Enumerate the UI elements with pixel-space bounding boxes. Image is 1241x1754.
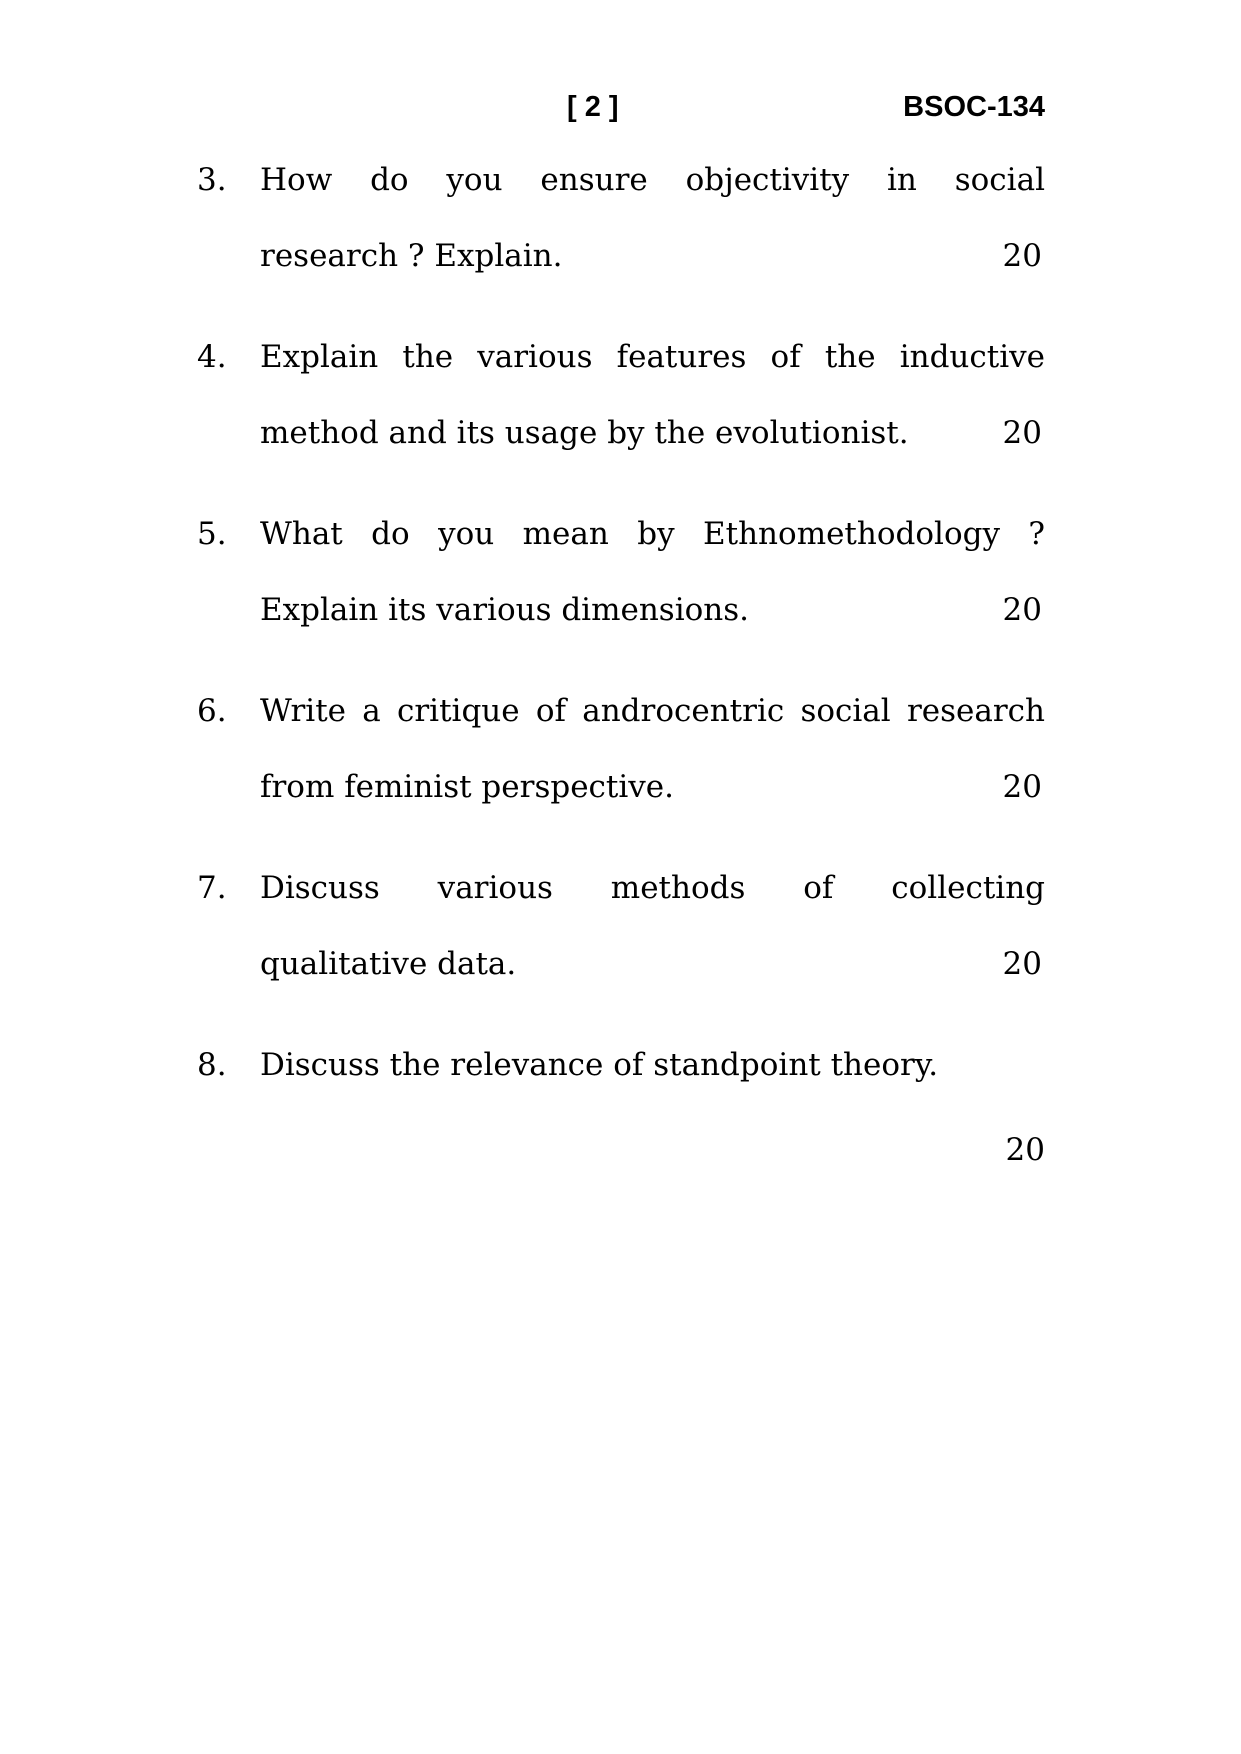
question-marks: 20 — [1002, 769, 1042, 805]
question-number: 8. — [197, 1047, 227, 1083]
question-text-line: Explain the various features of the inductive — [260, 339, 1045, 375]
question-number: 6. — [197, 693, 227, 729]
question-number: 5. — [197, 516, 227, 552]
question-body — [260, 866, 1045, 1018]
question-number: 4. — [197, 339, 227, 375]
course-code: BSOC-134 — [903, 91, 1045, 123]
question-number: 7. — [197, 870, 227, 906]
question-text-line: What do you mean by Ethnomethodology ? — [260, 516, 1045, 552]
question-text-line: method and its usage by the evolutionist. — [260, 415, 909, 451]
question-marks: 20 — [1002, 238, 1042, 274]
question-text-line: Explain its various dimensions. — [260, 592, 750, 628]
question-text-line: Discuss various methods of collecting — [260, 870, 1045, 906]
question-marks: 20 — [1005, 1132, 1045, 1168]
question-list — [197, 158, 1045, 1220]
question-text-line: Write a critique of androcentric social research — [260, 693, 1045, 729]
question-body — [260, 689, 1045, 841]
question-item — [197, 1043, 1045, 1220]
question-item — [197, 689, 1045, 866]
question-text-line: qualitative data. — [260, 946, 517, 982]
question-body — [260, 158, 1045, 310]
question-text-line: Discuss the relevance of standpoint theory. — [260, 1047, 939, 1083]
question-text-line: from feminist perspective. — [260, 769, 674, 805]
page-number: [ 2 ] — [567, 91, 619, 123]
question-body — [260, 512, 1045, 664]
question-text-line: How do you ensure objectivity in social — [260, 162, 1045, 198]
question-marks: 20 — [1002, 592, 1042, 628]
question-body — [260, 1043, 1045, 1119]
question-marks: 20 — [1002, 946, 1042, 982]
question-item — [197, 512, 1045, 689]
question-item — [197, 866, 1045, 1043]
question-item — [197, 158, 1045, 335]
question-marks: 20 — [1002, 415, 1042, 451]
question-body — [260, 335, 1045, 487]
question-number: 3. — [197, 162, 227, 198]
question-item — [197, 335, 1045, 512]
question-text-line: research ? Explain. — [260, 238, 563, 274]
